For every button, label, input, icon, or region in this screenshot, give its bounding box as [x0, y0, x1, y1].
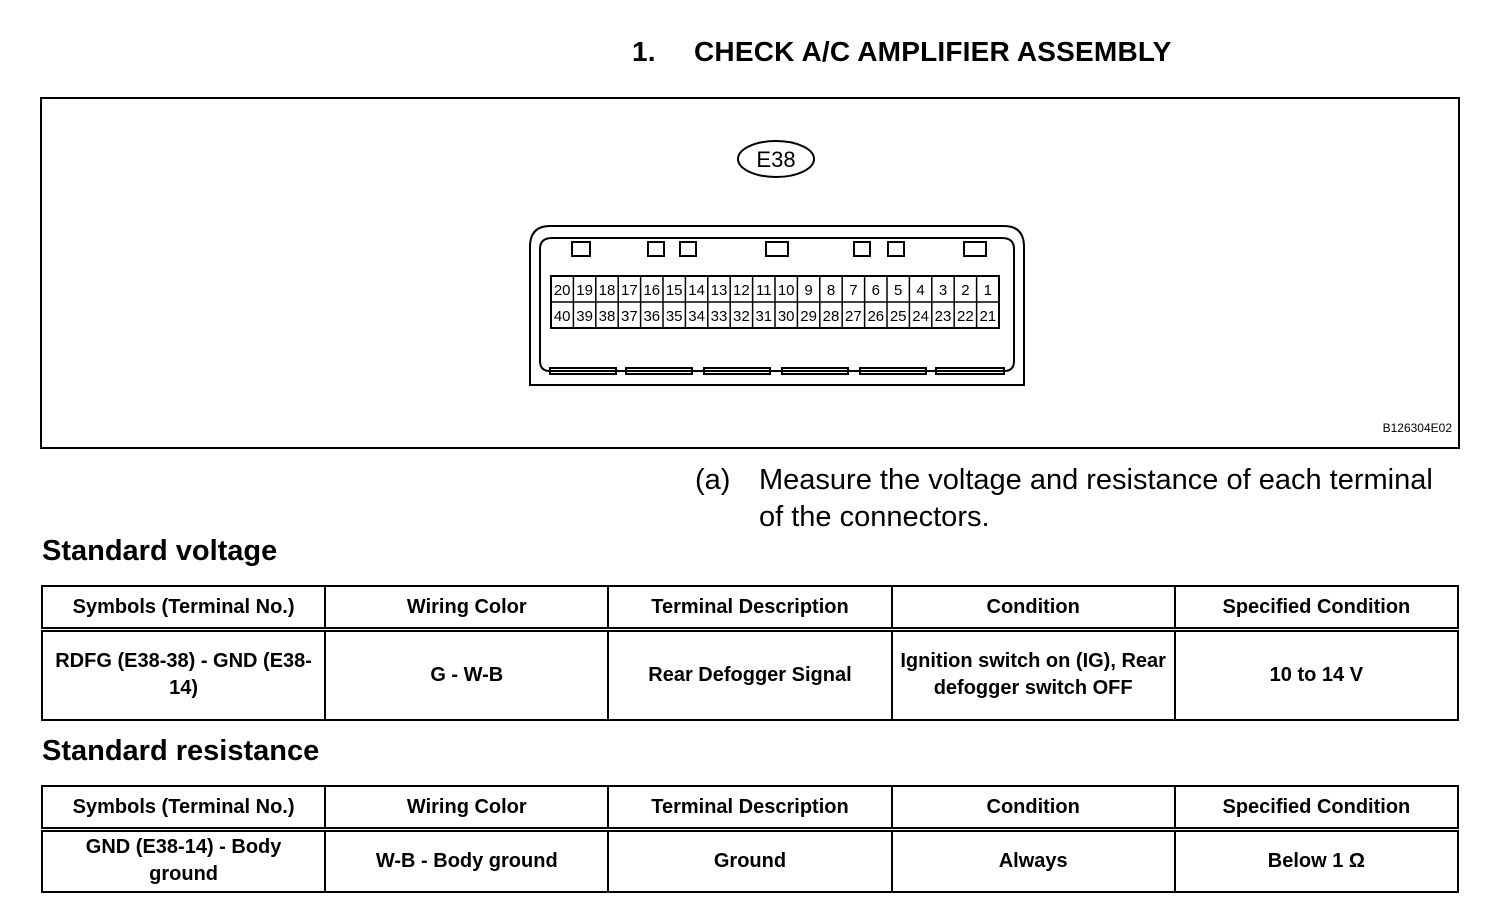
resistance-table	[41, 785, 1459, 893]
figure-code: B126304E02	[1382, 421, 1452, 435]
header-cell: Terminal Description	[608, 786, 891, 830]
resistance-title: Standard resistance	[42, 735, 320, 767]
pin-number: 15	[665, 282, 683, 299]
voltage-table	[41, 585, 1459, 721]
pin-number: 8	[826, 282, 836, 299]
locking-tab	[572, 242, 590, 256]
table-cell: Ignition switch on (IG), Rear defogger switch OFF	[892, 630, 1175, 720]
table-cell: G - W-B	[325, 630, 608, 720]
pin-number: 37	[621, 308, 638, 325]
step-label: (a)	[695, 464, 731, 496]
locking-tab	[766, 242, 788, 256]
pin-number: 35	[665, 308, 683, 325]
pin-number: 5	[894, 282, 903, 299]
locking-tab	[888, 242, 904, 256]
pin-grid	[551, 276, 999, 328]
table-cell: W-B - Body ground	[325, 830, 608, 892]
pin-number: 4	[916, 282, 925, 299]
table-cell: Rear Defogger Signal	[608, 630, 891, 720]
pin-number: 9	[804, 282, 813, 299]
table-row	[42, 830, 1458, 892]
connector-label: E38	[756, 147, 796, 172]
pin-number: 28	[822, 308, 840, 325]
header-cell: Specified Condition	[1175, 586, 1458, 630]
table-cell: Always	[892, 830, 1175, 892]
pin-number: 17	[621, 282, 638, 299]
pin-number: 34	[688, 308, 705, 325]
pin-number: 40	[553, 308, 571, 325]
connector-inner-rim	[540, 238, 1014, 371]
pin-number: 16	[643, 282, 661, 299]
pin-number: 30	[777, 308, 795, 325]
pin-number: 25	[889, 308, 907, 325]
locking-tab	[648, 242, 664, 256]
pin-number: 18	[598, 282, 616, 299]
pin-number: 1	[983, 282, 992, 299]
pin-number: 3	[938, 282, 948, 299]
header-cell: Specified Condition	[1175, 786, 1458, 830]
header-cell: Condition	[892, 786, 1175, 830]
pin-number: 21	[979, 308, 997, 325]
pin-number: 14	[688, 282, 705, 299]
section-heading	[632, 36, 1172, 68]
step-text: Measure the voltage and resistance of each terminal of the connectors.	[759, 464, 1433, 533]
pin-number: 12	[733, 282, 750, 299]
locking-tab	[964, 242, 986, 256]
pin-number: 38	[598, 308, 616, 325]
header-cell: Terminal Description	[608, 586, 891, 630]
table-cell: RDFG (E38-38) - GND (E38-14)	[42, 630, 325, 720]
pin-number: 26	[867, 308, 885, 325]
table-header-row	[42, 786, 1458, 830]
connector-body	[530, 226, 1024, 385]
pin-number: 19	[576, 282, 593, 299]
pin-number: 22	[957, 308, 974, 325]
header-cell: Condition	[892, 586, 1175, 630]
pin-number: 7	[849, 282, 858, 299]
heading-title: CHECK A/C AMPLIFIER ASSEMBLY	[694, 36, 1172, 67]
heading-number: 1.	[632, 36, 656, 67]
locking-tab	[680, 242, 696, 256]
table-cell: Ground	[608, 830, 891, 892]
pin-number: 31	[755, 308, 773, 325]
pin-number: 6	[871, 282, 880, 299]
pin-number: 13	[710, 282, 728, 299]
table-header-row	[42, 586, 1458, 630]
pin-number: 2	[961, 282, 970, 299]
pin-number: 10	[777, 282, 795, 299]
pin-number: 24	[912, 308, 929, 325]
pin-number: 27	[845, 308, 862, 325]
table-row	[42, 630, 1458, 720]
pin-number: 23	[934, 308, 952, 325]
header-cell: Wiring Color	[325, 586, 608, 630]
pin-number: 11	[756, 282, 772, 299]
pin-number: 39	[576, 308, 593, 325]
pin-number: 29	[800, 308, 817, 325]
connector-diagram	[42, 99, 1458, 447]
pin-number: 20	[553, 282, 571, 299]
table-cell: 10 to 14 V	[1175, 630, 1458, 720]
header-cell: Wiring Color	[325, 786, 608, 830]
table-cell: Below 1 Ω	[1175, 830, 1458, 892]
table-cell: GND (E38-14) - Body ground	[42, 830, 325, 892]
connector-housing	[530, 226, 1024, 385]
locking-tab	[854, 242, 870, 256]
voltage-title: Standard voltage	[42, 535, 278, 567]
pin-number: 36	[643, 308, 661, 325]
header-cell: Symbols (Terminal No.)	[42, 586, 325, 630]
pin-number: 32	[733, 308, 750, 325]
pin-number: 33	[710, 308, 728, 325]
header-cell: Symbols (Terminal No.)	[42, 786, 325, 830]
connector-figure	[40, 97, 1460, 449]
